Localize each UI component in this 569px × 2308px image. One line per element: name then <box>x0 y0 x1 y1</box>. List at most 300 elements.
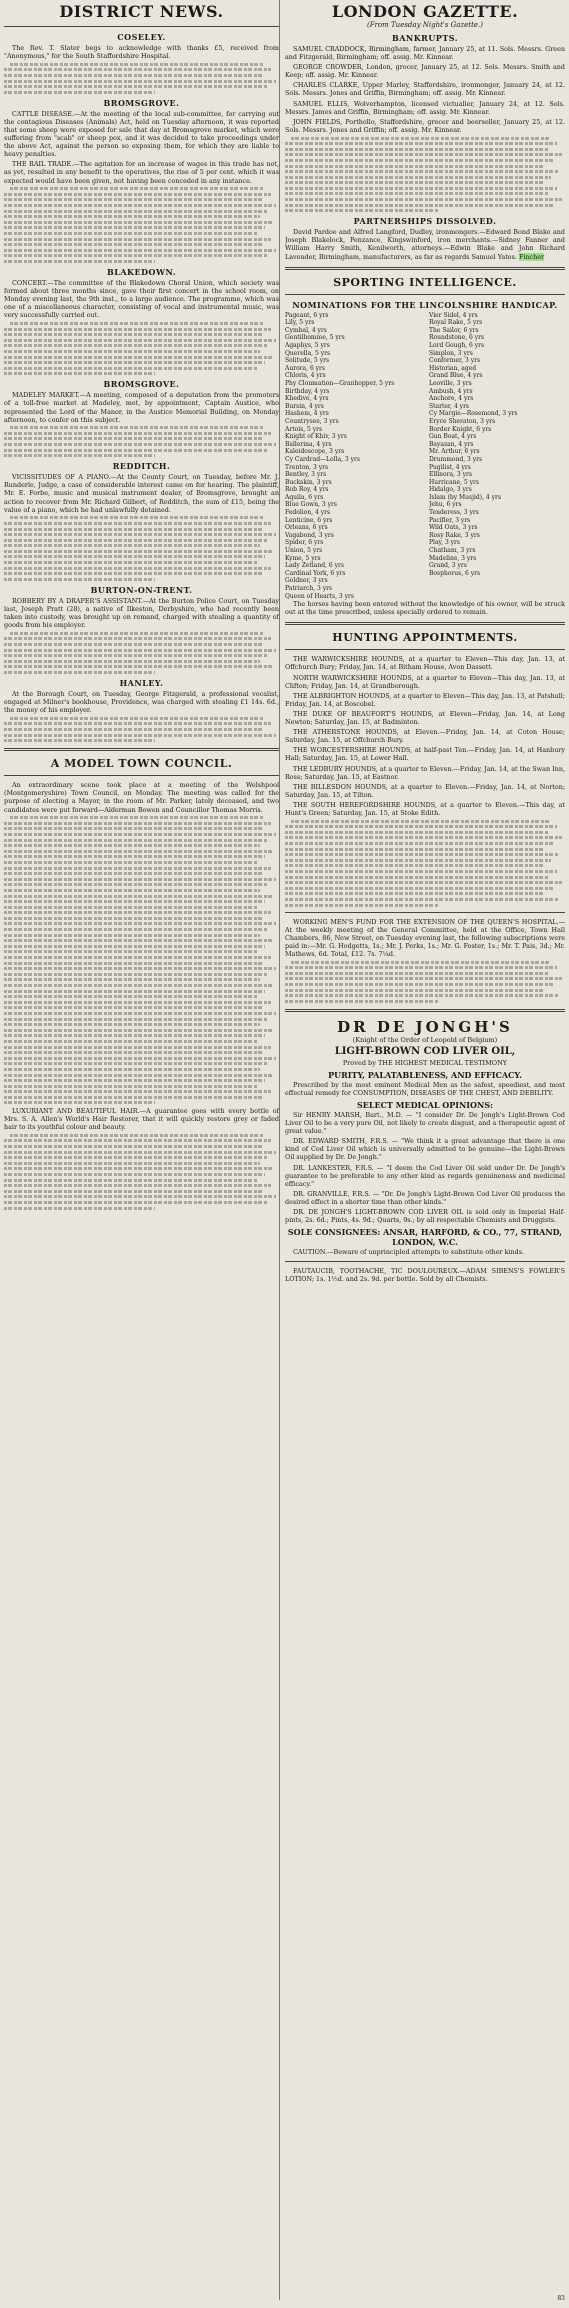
text-line-placeholder <box>4 1057 276 1060</box>
text-line-placeholder <box>4 1051 263 1054</box>
hunting-title: HUNTING APPOINTMENTS. <box>332 631 518 645</box>
bankrupts-title: BANKRUPTS. <box>391 33 459 43</box>
nomination-entry: Hashem, 4 yrs <box>285 410 329 418</box>
text-line-placeholder <box>4 660 260 663</box>
nomination-entry: Leoville, 3 yrs <box>429 379 472 387</box>
council-header: A MODEL TOWN COUNCIL. <box>50 757 233 771</box>
nomination-entry: Khedive, 4 yrs <box>285 395 329 403</box>
bankrupt-entry: GEORGE CROWDER, London, grocer, January 25, at 12. Sols. Messrs. Smith and Keep; off. assig. Mr. Kinnear. <box>285 63 565 80</box>
text-filler <box>4 632 279 674</box>
partnerships-text: David Pardoe and Alfred Langford, Dudley, ironmongers.—Edward Bond Blake and Joseph Blakelock, Penzance, Kingswinford, iron merchants.—Sidney Fanner and William Harry Smith, Kenilworth, attorneys.—Edwin Blake and John Richard Lavender, Birmingham, manufacturers, as far as regards Samuel Yates. <box>285 228 565 261</box>
text-line-placeholder <box>4 1074 274 1077</box>
nominations-col-b <box>429 312 565 601</box>
text-line-placeholder <box>4 226 265 229</box>
text-line-placeholder <box>4 895 274 898</box>
text-filler <box>285 961 565 1003</box>
text-line-placeholder <box>4 232 257 235</box>
nomination-entry: Eryce Sheraton, 3 yrs <box>429 417 496 425</box>
text-line-placeholder <box>4 372 155 375</box>
text-line-placeholder <box>285 989 545 992</box>
text-line-placeholder <box>10 1134 263 1137</box>
district-news-header: DISTRICT NEWS. <box>59 2 224 21</box>
text-line-placeholder <box>4 561 257 564</box>
text-line-placeholder <box>285 966 557 969</box>
text-line-placeholder <box>4 967 276 970</box>
text-line-placeholder <box>4 833 276 836</box>
text-line-placeholder <box>4 243 263 246</box>
nomination-entry: Simplon, 3 yrs <box>429 349 473 357</box>
text-line-placeholder <box>4 91 155 94</box>
text-line-placeholder <box>4 1068 260 1071</box>
text-line-placeholder <box>4 917 263 920</box>
nomination-entry: Kaleidoscope, 3 yrs <box>285 448 345 456</box>
text-line-placeholder <box>4 528 263 531</box>
bankrupt-entry: JOHN FIELDS, Porthollo, Staffordshire, grocer and beerseller, January 25, at 12. Sols. Messrs. Jones and Griffin; off. assig. Mr. Kinnear. <box>285 117 565 134</box>
toothache-advert: FAUTAUCIB, TOOTHACHE, TIC DOULOUREUX.—ADAM SIBENS'S FOWLER'S LOTION; 1s. 1½d. and 2s. 9d. per bottle. Sold by all Chemists. <box>285 1267 565 1284</box>
text-line-placeholder <box>4 1207 155 1210</box>
nomination-entry: Bursin, 4 yrs <box>285 402 324 410</box>
text-line-placeholder <box>285 192 548 195</box>
text-line-placeholder <box>4 728 263 731</box>
hunting-entry: THE WORCESTERSHIRE HOUNDS, at half-past Ten.—Friday, Jan. 14, at Hanbury Hall; Saturday, Jan. 15, at Lower Hall. <box>285 746 565 763</box>
text-line-placeholder <box>4 922 276 925</box>
divider <box>285 294 565 295</box>
text-line-placeholder <box>4 572 263 575</box>
text-line-placeholder <box>291 820 549 823</box>
text-line-placeholder <box>4 204 276 207</box>
text-line-placeholder <box>285 870 557 873</box>
text-line-placeholder <box>4 567 271 570</box>
text-line-placeholder <box>4 1062 268 1065</box>
text-line-placeholder <box>4 443 276 446</box>
hunting-entry: THE DUKE OF BEAUFORT'S HOUNDS, at Eleven—Friday, Jan. 14, at Long Newton; Saturday, Jan. 15, at Badminton. <box>285 709 565 727</box>
advert-opinion: Sir HENRY MARSH, Bart., M.D. — "I consider Dr. De Jongh's Light-Brown Cod Liver Oil to be a very pure Oil, not likely to create disgust, and a therapeutic agent of great value." <box>285 1110 565 1136</box>
lincolnshire-handicap-title: NOMINATIONS FOR THE LINCOLNSHIRE HANDICAP. <box>292 299 558 310</box>
nomination-entry: Lady Zetland, 6 yrs <box>285 562 344 570</box>
section-paragraph: THE RAIL TRADE.—The agitation for an increase of wages in this trade has not, as yet, resulted in any benefit to the operatives, the rise of 5 per cent. which it was expected would have been given, not having been conceded in any instance. <box>4 160 279 185</box>
gazette-subtitle: (From Tuesday Night's Gazette.) <box>367 21 483 29</box>
text-line-placeholder <box>4 973 268 976</box>
text-line-placeholder <box>285 994 559 997</box>
text-line-placeholder <box>285 904 439 907</box>
text-line-placeholder <box>4 739 155 742</box>
advert-sold: DR. DE JONGH'S LIGHT-BROWN COD LIVER OIL is sold only in Imperial Half-pints, 2s. 6d.; Pints, 4s. 9d.; Quarts, 9s.; by all respectable Chemists and Druggists. <box>285 1208 565 1225</box>
text-line-placeholder <box>4 643 263 646</box>
text-line-placeholder <box>4 1139 271 1142</box>
nominations-col-a <box>285 312 421 601</box>
text-line-placeholder <box>4 1179 257 1182</box>
nomination-entry: Conformer, 3 yrs <box>429 357 481 365</box>
partnerships-paragraph <box>285 228 565 260</box>
nomination-entry: Bentley, 3 yrs <box>285 471 327 479</box>
divider <box>285 1261 565 1262</box>
text-line-placeholder <box>285 204 554 207</box>
text-line-placeholder <box>285 198 562 201</box>
council-paragraph: An extraordinary scene took place at a meeting of the Welshpool (Montgomeryshire) Town Council, on Monday. The meeting was called for the purpose of electing a Mayor, in the room of Mr. Parker, lately deceased, and two candidates were put forward—Alderman Bowen and Councillor Thomas Morris. <box>4 781 279 814</box>
text-line-placeholder <box>4 449 268 452</box>
text-line-placeholder <box>4 1040 257 1043</box>
text-line-placeholder <box>4 867 271 870</box>
nomination-entry: Hidalgo, 3 yrs <box>429 486 472 494</box>
text-line-placeholder <box>285 159 554 162</box>
text-line-placeholder <box>4 432 271 435</box>
highlighted-word: Fincher <box>518 252 545 261</box>
nomination-entry: Bayazan, 4 yrs <box>429 440 474 448</box>
text-line-placeholder <box>10 717 263 720</box>
nomination-entry: Lily, 5 yrs <box>285 319 315 327</box>
section-paragraph: At the Borough Court, on Tuesday, George Fitzgerald, a professional vocalist, engaged at Milner's bookhouse, Providence, was charged with stealing £1 14s. 6d., the money of his employer. <box>4 689 279 715</box>
nomination-entry: The Sailor, 6 yrs <box>429 326 479 334</box>
text-line-placeholder <box>285 181 543 184</box>
text-line-placeholder <box>4 1079 265 1082</box>
divider <box>4 748 279 751</box>
text-line-placeholder <box>4 844 260 847</box>
nomination-entry: Union, 5 yrs <box>285 547 323 555</box>
text-line-placeholder <box>4 238 271 241</box>
text-line-placeholder <box>4 906 257 909</box>
text-line-placeholder <box>4 356 274 359</box>
district-sections <box>4 32 279 742</box>
advert-opinion: DR. EDWARD SMITH, F.R.S. — "We think it a great advantage that there is one kind of Cod Liver Oil which is universally admitted to be genuine—the Light-Brown Oil supplied by Dr. De Jongh." <box>285 1137 565 1162</box>
nomination-entry: Chloris, 4 yrs <box>285 372 326 380</box>
text-line-placeholder <box>4 1023 260 1026</box>
nomination-entry: Solitude, 5 yrs <box>285 357 330 365</box>
text-line-placeholder <box>4 1096 263 1099</box>
text-line-placeholder <box>4 344 268 347</box>
text-line-placeholder <box>285 187 557 190</box>
advert-opinion: DR. GRANVILLE, F.R.S. — "Dr. De Jongh's Light-Brown Cod Liver Oil produces the desired effect in a shorter time than other kinds." <box>285 1189 565 1206</box>
advert-body: Prescribed by the most eminent Medical Men as the safest, speediest, and most effectual remedy for CONSUMPTION, DISEASES OF THE CHEST, AND DEBILITY. <box>285 1080 565 1097</box>
text-line-placeholder <box>4 855 265 858</box>
text-line-placeholder <box>4 339 276 342</box>
text-line-placeholder <box>4 1029 274 1032</box>
nominations-list <box>285 312 565 601</box>
nomination-entry: Rob Roy, 4 yrs <box>285 486 329 494</box>
text-line-placeholder <box>4 671 155 674</box>
text-line-placeholder <box>285 176 551 179</box>
nomination-entry: Agaphys, 5 yrs <box>285 342 330 349</box>
text-line-placeholder <box>4 1173 265 1176</box>
text-line-placeholder <box>4 1101 155 1104</box>
nomination-entry: Royal Rake, 5 yrs <box>429 319 483 327</box>
text-line-placeholder <box>4 872 263 875</box>
nomination-entry: Trenton, 3 yrs <box>285 463 329 471</box>
text-line-placeholder <box>4 437 263 440</box>
right-column <box>285 0 565 2300</box>
divider <box>4 775 279 776</box>
text-line-placeholder <box>4 995 257 998</box>
text-line-placeholder <box>4 1162 260 1165</box>
nomination-entry: Artois, 5 yrs <box>285 425 323 433</box>
sporting-title: SPORTING INTELLIGENCE. <box>333 275 517 289</box>
text-line-placeholder <box>285 864 543 867</box>
text-line-placeholder <box>10 632 263 635</box>
nomination-entry: Gentilhomme, 5 yrs <box>285 334 345 342</box>
text-line-placeholder <box>285 887 554 890</box>
text-line-placeholder <box>4 249 276 252</box>
text-line-placeholder <box>285 892 545 895</box>
hunting-entry: THE ALBRIGHTON HOUNDS, at a quarter to Eleven—This day, Jan. 13, at Patshull; Friday, Jan. 14, at Boscobel. <box>285 691 565 708</box>
advert-opinion: DR. LANKESTER, F.R.S. — "I deem the Cod Liver Oil sold under Dr. De Jongh's guarantee to be preferable to any other kind as regards genuineness and medicinal efficacy." <box>285 1163 565 1188</box>
text-line-placeholder <box>10 516 263 519</box>
text-line-placeholder <box>4 210 268 213</box>
text-line-placeholder <box>4 950 257 953</box>
text-filler <box>4 322 279 375</box>
nomination-entry: Historian, aged <box>429 364 477 372</box>
advert-consignees: SOLE CONSIGNEES: ANSAR, HARFORD, & CO., 77, STRAND, LONDON, W.C. <box>287 1227 563 1248</box>
text-line-placeholder <box>4 939 274 942</box>
fund-paragraph: WORKING MEN'S FUND FOR THE EXTENSION OF THE QUEEN'S HOSPITAL.—At the weekly meeting of the General Committee, held at the Office, Town Hall Chambers, 86, New Street, on Tuesday evening last, the following subscriptions were paid in:—Mr. G. Hodgetts, 1s.; Mr. J. Perks, 1s.; Mr. G. Foster, 1s.; Mr. T. Pais, 3d.; Mr. Mathews, 6d. Total, £12. 7s. 7¼d. <box>285 917 565 958</box>
nomination-entry: Pugilist, 4 yrs <box>429 463 471 471</box>
text-line-placeholder <box>4 722 271 725</box>
nomination-entry: Lenticine, 6 yrs <box>285 516 333 524</box>
advert-subheadline: PURITY, PALATABLENESS, AND EFFICACY. <box>328 1069 522 1080</box>
text-line-placeholder <box>4 550 274 553</box>
nomination-entry: Countrysee, 3 yrs <box>285 417 339 425</box>
nomination-entry: Grand, 3 yrs <box>429 562 467 570</box>
nomination-entry: Mr. Arthur, 6 yrs <box>429 448 480 456</box>
nomination-entry: Pacifier, 3 yrs <box>429 516 471 524</box>
text-line-placeholder <box>4 839 268 842</box>
text-line-placeholder <box>4 1195 276 1198</box>
text-line-placeholder <box>4 333 263 336</box>
text-line-placeholder <box>285 898 559 901</box>
text-line-placeholder <box>4 1012 276 1015</box>
text-line-placeholder <box>4 1201 268 1204</box>
text-line-placeholder <box>4 74 263 77</box>
text-line-placeholder <box>4 883 268 886</box>
text-filler <box>4 426 279 457</box>
text-line-placeholder <box>285 142 557 145</box>
nomination-entry: Roundstone, 6 yrs <box>429 334 485 342</box>
advert-title: DR DE JONGH'S <box>337 1017 513 1036</box>
nomination-entry: Bosphorus, 6 yrs <box>429 569 481 577</box>
text-line-placeholder <box>4 221 274 224</box>
text-line-placeholder <box>4 637 271 640</box>
nomination-entry: Play, 3 yrs <box>429 539 461 547</box>
text-line-placeholder <box>4 533 276 536</box>
section-paragraph: VICISSITUDES OF A PIANO.—At the County Court, on Tuesday, before Mr. J. Runderle, Judge, a case of considerable interest came on for hearing. The plaintiff, Mr. E. Forbe, music and musical instrument dealer, of Bromsgrove, brought an action to recover from Mr. Richard Gilbert, of Redditch, the sum of £15, being the value of a piano, which he had unlawfully detained. <box>4 473 279 514</box>
hunting-entry: THE WARWICKSHIRE HOUNDS, at a quarter to Eleven—This day, Jan. 13, at Offchurch Bury; Friday, Jan. 14, at Bitham House, Avon Dassett. <box>285 655 565 672</box>
text-filler <box>285 137 565 213</box>
text-line-placeholder <box>4 990 265 993</box>
text-line-placeholder <box>285 972 548 975</box>
nomination-entry: Knight of Khiv, 3 yrs <box>285 433 347 441</box>
nomination-entry: Wild Oats, 3 yrs <box>429 524 478 532</box>
text-line-placeholder <box>4 945 265 948</box>
nomination-entry: Grand Blue, 4 yrs <box>429 372 483 380</box>
divider <box>285 622 565 625</box>
text-line-placeholder <box>285 1000 439 1003</box>
text-line-placeholder <box>285 170 559 173</box>
hunting-entry: NORTH WARWICKSHIRE HOUNDS, at a quarter to Eleven—This day, Jan. 13, at Clifton; Friday, Jan. 14, at Grandborough. <box>285 673 565 690</box>
text-line-placeholder <box>4 1085 257 1088</box>
text-line-placeholder <box>285 848 545 851</box>
nomination-entry: Buckskin, 3 yrs <box>285 478 332 486</box>
text-line-placeholder <box>4 984 274 987</box>
text-line-placeholder <box>4 1190 263 1193</box>
text-line-placeholder <box>285 836 562 839</box>
nomination-entry: Drummond, 3 yrs <box>429 455 483 463</box>
nomination-entry: Ballerina, 4 yrs <box>285 440 332 448</box>
text-line-placeholder <box>4 1151 276 1154</box>
text-line-placeholder <box>285 881 562 884</box>
divider <box>285 1009 565 1012</box>
text-line-placeholder <box>4 68 271 71</box>
text-line-placeholder <box>4 85 268 88</box>
bankrupts-list <box>285 45 565 134</box>
text-line-placeholder <box>291 961 549 964</box>
nomination-entry: Patriarch, 3 yrs <box>285 585 333 592</box>
text-filler <box>4 717 279 742</box>
advert-caution: CAUTION.—Beware of unprincipled attempts to substitute other kinds. <box>293 1248 525 1257</box>
text-line-placeholder <box>285 853 559 856</box>
text-line-placeholder <box>4 350 260 353</box>
text-line-placeholder <box>4 544 260 547</box>
text-filler <box>4 63 279 94</box>
text-line-placeholder <box>4 198 263 201</box>
text-line-placeholder <box>4 928 268 931</box>
text-line-placeholder <box>4 454 155 457</box>
text-line-placeholder <box>4 827 263 830</box>
nomination-entry: Border Knight, 6 yrs <box>429 425 492 433</box>
nomination-entry: Gun Boat, 4 yrs <box>429 433 477 441</box>
hunting-entry: THE ATHERSTONE HOUNDS, at Eleven.—Friday, Jan. 14, at Coton House; Saturday, Jan. 15, at Offchurch Bury. <box>285 728 565 745</box>
text-line-placeholder <box>4 80 276 83</box>
section-paragraph: MADELEY MARKET.—A meeting, composed of a deputation from the promoters of a toll-free market at Madeley, met, by appointment, Captain Austice, who represented the Lord of the Manor, in the Austice Memorial Building, on Monday afternoon, to confer on this subject. <box>4 391 279 424</box>
text-line-placeholder <box>4 1006 263 1009</box>
nomination-entry: Cy Margie—Rosemond, 3 yrs <box>429 410 518 418</box>
divider <box>285 912 565 913</box>
text-line-placeholder <box>4 260 155 263</box>
bankrupt-entry: CHARLES CLARKE, Upper Marley, Staffordshire, ironmonger, January 24, at 12. Sols. Messrs. Jones and Griffin, Birmingham; off. assig. Mr. Kinnear. <box>285 81 565 98</box>
text-line-placeholder <box>285 209 439 212</box>
text-line-placeholder <box>285 148 548 151</box>
nomination-entry: Anchore, 4 yrs <box>429 395 474 403</box>
bankrupt-entry: SAMUEL CRADDOCK, Birmingham, farmer, January 25, at 11. Sols. Messrs. Green and Fitzgerald, Birmingham; off. assig. Mr. Kinnear. <box>285 45 565 62</box>
text-line-placeholder <box>4 193 271 196</box>
hunting-entry: THE LEDBURY HOUNDS, at a quarter to Eleven.—Friday, Jan. 14, at the Swan Inn, Ross; Saturday, Jan. 15, at Eastnor. <box>285 764 565 781</box>
text-line-placeholder <box>4 1156 268 1159</box>
text-line-placeholder <box>4 649 276 652</box>
left-column <box>4 0 280 2300</box>
nomination-entry: Vagabond, 3 yrs <box>285 531 334 539</box>
nomination-entry: Chatham, 3 yrs <box>429 547 476 555</box>
page-number: 83 <box>557 2295 565 2302</box>
divider <box>4 26 279 27</box>
text-line-placeholder <box>4 1001 271 1004</box>
section-title: COSELEY. <box>117 32 166 42</box>
text-line-placeholder <box>4 734 276 737</box>
text-line-placeholder <box>285 876 548 879</box>
text-filler <box>4 187 279 263</box>
nomination-entry: Spider, 6 yrs <box>285 539 324 547</box>
text-filler <box>4 816 279 1104</box>
text-line-placeholder <box>4 822 271 825</box>
text-line-placeholder <box>10 63 263 66</box>
cod-liver-oil-advert <box>285 1018 565 1284</box>
nomination-entry: Kyme, 5 yrs <box>285 554 321 562</box>
bankrupt-entry: SAMUEL ELLIS, Wolverhampton, licensed victualler, January 24, at 12. Sols. Messrs. James and Griffin, Birmingham; off. assig. Mr. Kinnear. <box>285 99 565 116</box>
hunting-list <box>285 655 565 817</box>
text-line-placeholder <box>4 665 274 668</box>
nomination-entry: Aurora, 6 yrs <box>285 364 325 372</box>
nomination-entry: Aquila, 6 yrs <box>285 493 324 501</box>
text-line-placeholder <box>10 426 263 429</box>
nomination-entry: Rosy Rake, 3 yrs <box>429 531 480 539</box>
text-line-placeholder <box>285 153 562 156</box>
section-paragraph: CATTLE DISEASE.—At the meeting of the local sub-committee, for carrying out the contagious Diseases (Animals) Act, held on Tuesday afternoon, it was reported that some sheep were exposed for sale that day at Bromsgrove market, which were suffering from "scab" or sheep pox, and it was decided to take proceedings under the above Act, against the person so exposing them, for which they are liable to heavy penalties. <box>4 109 279 159</box>
nomination-entry: Cy Cardrad—Lolla, 3 yrs <box>285 455 360 463</box>
text-line-placeholder <box>285 977 562 980</box>
nomination-entry: Queen of Hearts, 3 yrs <box>285 592 354 600</box>
nomination-entry: Birthday, 4 yrs <box>285 387 330 395</box>
section-title: HANLEY. <box>119 677 164 688</box>
text-line-placeholder <box>10 816 263 819</box>
text-line-placeholder <box>4 900 265 903</box>
sporting-note: The horses having been entered without the knowledge of his owner, will be struck out at the time prescribed, unless specially ordered to remain. <box>285 600 565 617</box>
hair-advert-paragraph: LUXURIANT AND BEAUTIFUL HAIR.—A guarantee goes with every bottle of Mrs. S. A. Allen's World's Hair Restorer, that it will quickly restore grey or faded hair to its youthful colour and beauty. <box>4 1106 279 1132</box>
nomination-entry: Cymbal, 4 yrs <box>285 326 327 334</box>
text-line-placeholder <box>4 889 260 892</box>
nomination-entry: Pageant, 6 yrs <box>285 311 329 319</box>
hunting-entry: THE BILLESDON HOUNDS, at a quarter to Eleven.—Friday, Jan. 14, at Norton; Saturday, Jan. 15, at Tilton. <box>285 782 565 799</box>
text-line-placeholder <box>285 842 554 845</box>
section-title: BROMSGROVE. <box>103 379 180 390</box>
nomination-entry: Ellinora, 3 yrs <box>429 471 472 479</box>
text-line-placeholder <box>4 911 271 914</box>
text-line-placeholder <box>4 578 155 581</box>
text-line-placeholder <box>285 983 554 986</box>
section-paragraph: CONCERT.—The committee of the Blakedown Choral Union, which society was formed about three months since, gave their first concert in the school room, on Monday evening last, the 9th inst., to a large audience. The programme, which was one of a miscellaneous character, consisting of vocal and instrumental music, was very successfully carried out. <box>4 278 279 320</box>
text-line-placeholder <box>4 1167 274 1170</box>
nomination-entry: Querella, 5 yrs <box>285 349 331 357</box>
text-line-placeholder <box>4 367 257 370</box>
nomination-entry: Orleans, 6 yrs <box>285 524 328 532</box>
advert-headline: LIGHT-BROWN COD LIVER OIL, <box>334 1045 516 1057</box>
advert-line: Proved by THE HIGHEST MEDICAL TESTIMONY <box>342 1058 508 1067</box>
text-line-placeholder <box>285 825 557 828</box>
text-line-placeholder <box>4 361 265 364</box>
divider <box>285 267 565 270</box>
nomination-entry: Ambush, 4 yrs <box>429 387 473 395</box>
nomination-entry: Tenderess, 3 yrs <box>429 509 479 517</box>
text-line-placeholder <box>4 215 260 218</box>
text-line-placeholder <box>10 187 263 190</box>
section-title: BURTON-ON-TRENT. <box>90 584 193 595</box>
text-line-placeholder <box>10 322 263 325</box>
advert-opinions-title: SELECT MEDICAL OPINIONS: <box>356 1099 494 1110</box>
nomination-entry: Madeline, 3 yrs <box>429 554 477 562</box>
text-line-placeholder <box>4 254 268 257</box>
text-line-placeholder <box>4 1046 271 1049</box>
partnerships-title: PARTNERSHIPS DISSOLVED. <box>353 216 497 227</box>
text-line-placeholder <box>285 831 548 834</box>
section-title: BROMSGROVE. <box>103 97 180 108</box>
nomination-entry: Hurricane, 5 yrs <box>429 478 479 486</box>
text-line-placeholder <box>4 328 271 331</box>
text-line-placeholder <box>4 861 257 864</box>
text-line-placeholder <box>291 137 549 140</box>
text-line-placeholder <box>4 978 260 981</box>
nomination-entry: Starter, 4 yrs <box>429 402 470 410</box>
nomination-entry: Blue Gown, 3 yrs <box>285 501 337 509</box>
section-paragraph: The Rev. T. Slater begs to acknowledge with thanks £5, received from "Anonymous," for the South Staffordshire Hospital. <box>4 44 279 61</box>
text-line-placeholder <box>4 539 268 542</box>
text-line-placeholder <box>4 850 274 853</box>
nomination-entry: Vier Sidel, 4 yrs <box>429 311 478 319</box>
text-line-placeholder <box>4 1090 271 1093</box>
